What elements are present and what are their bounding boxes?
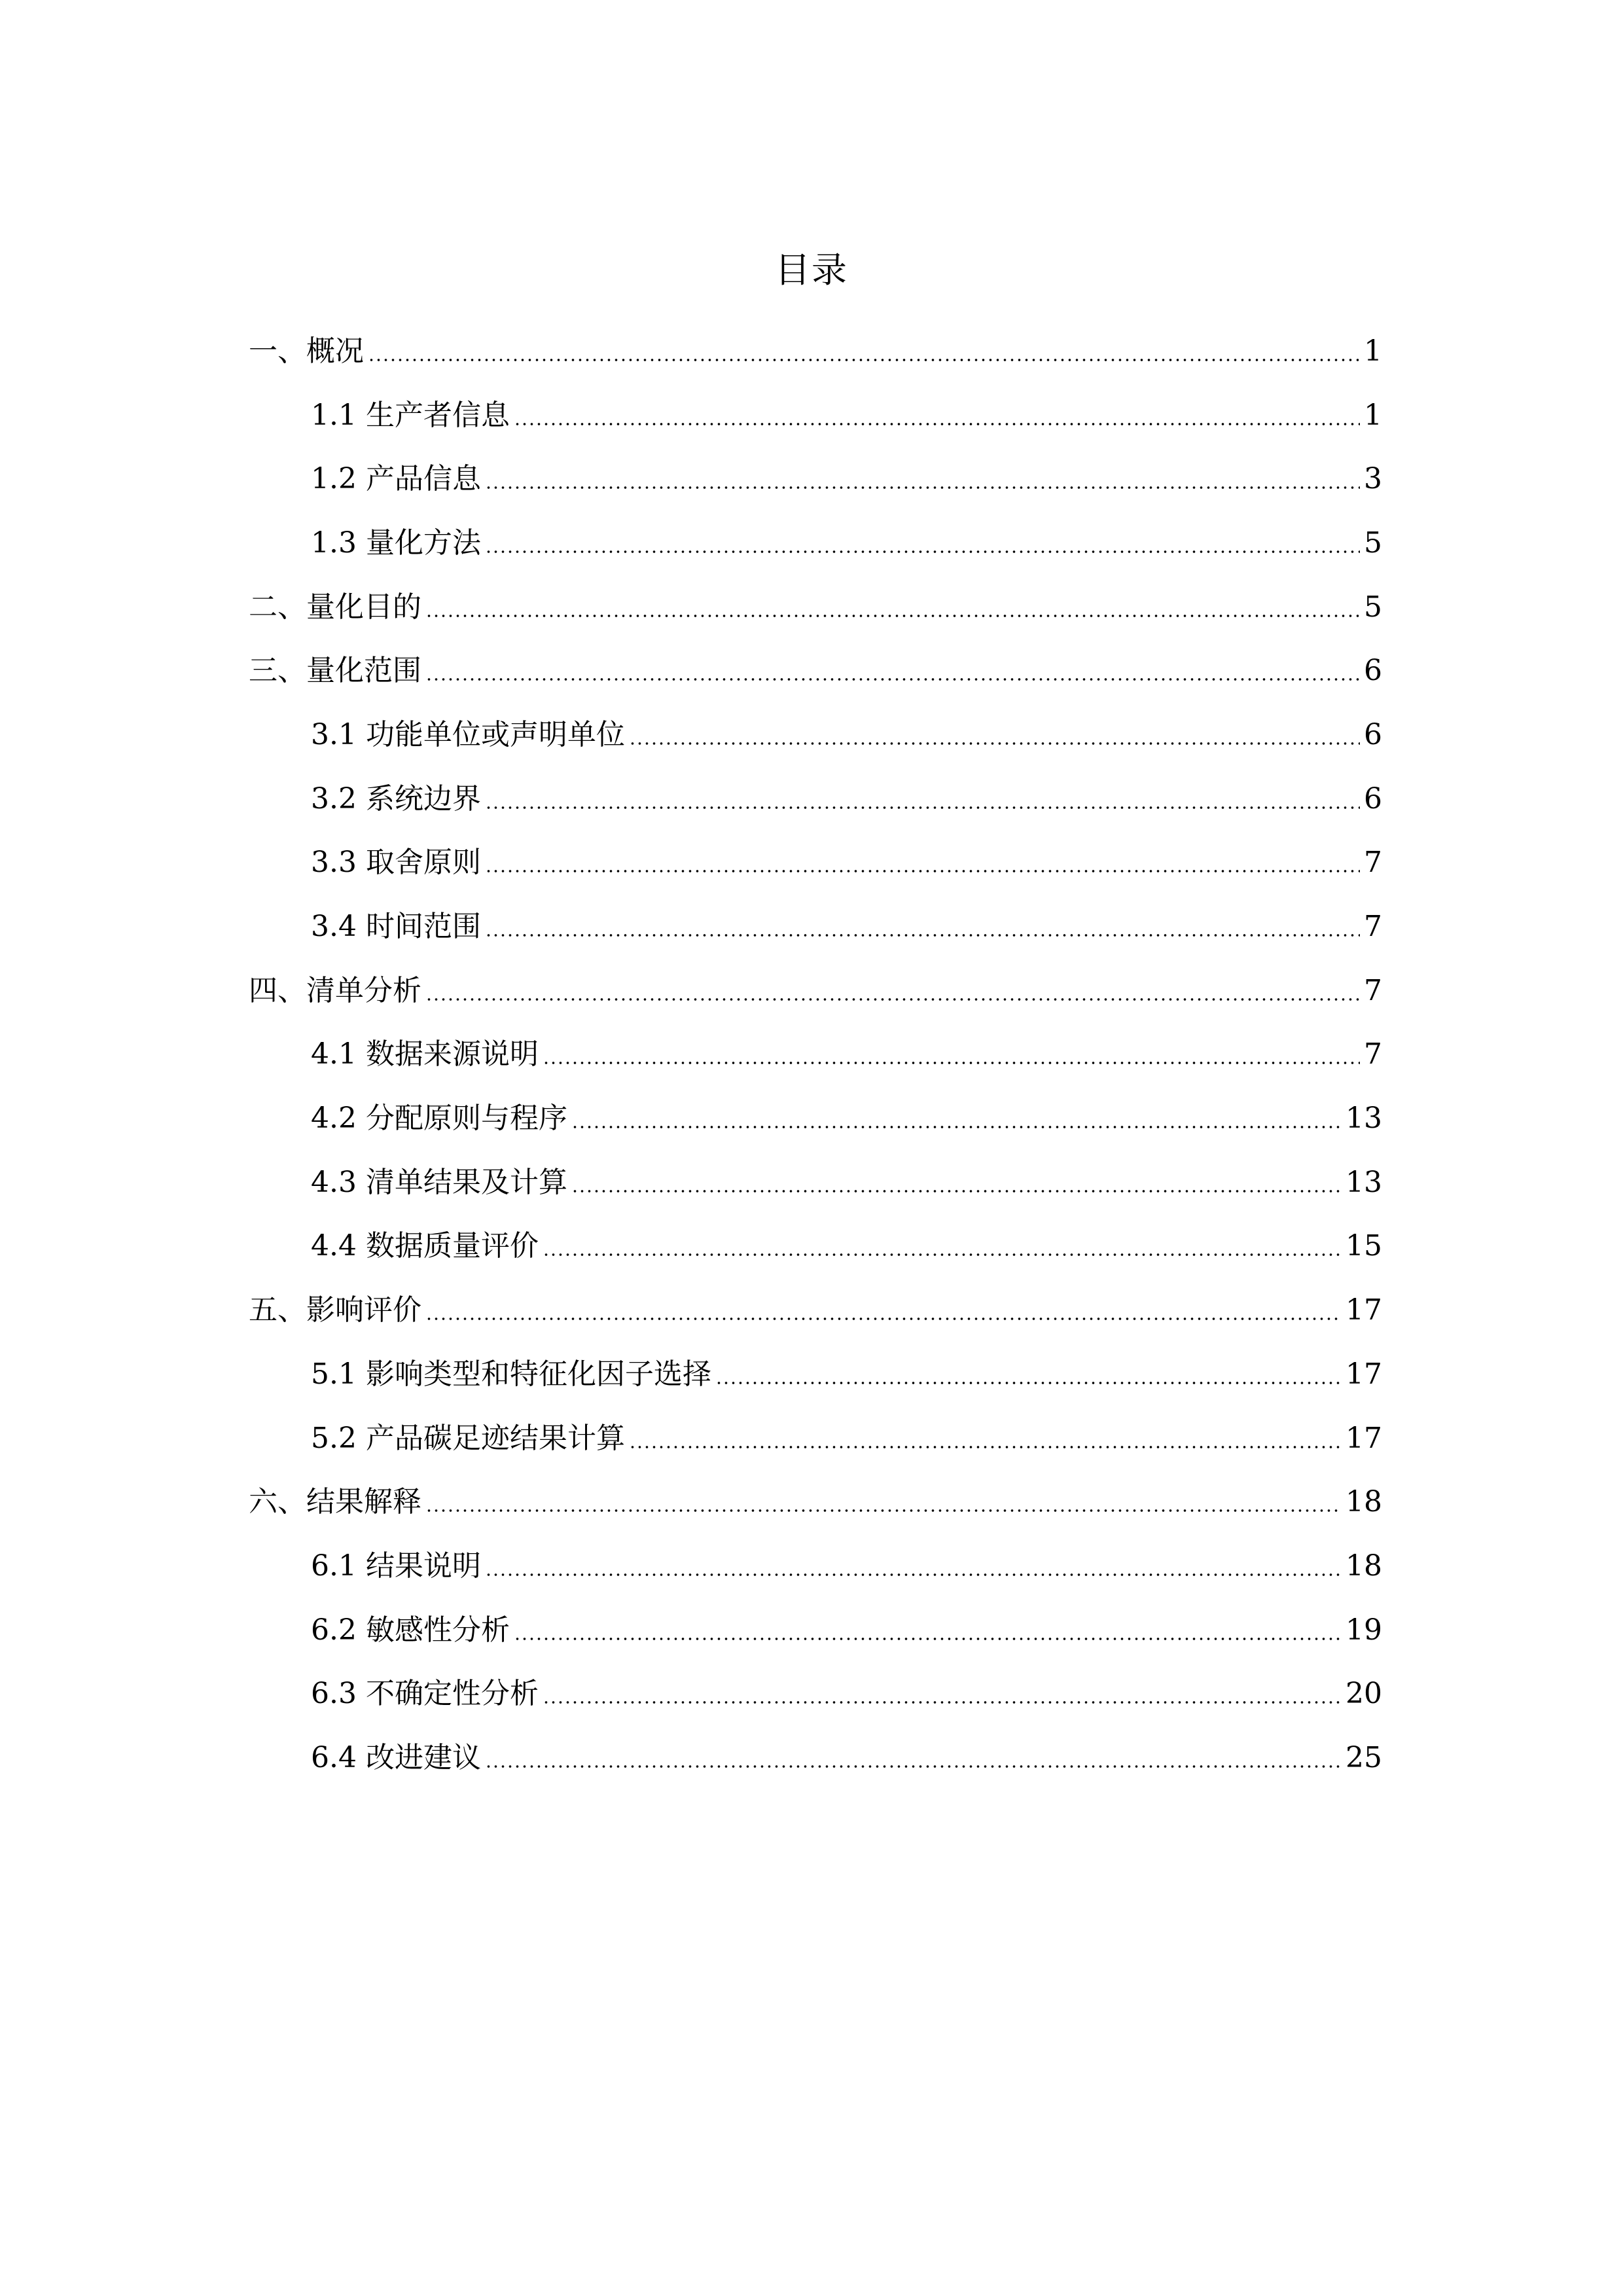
toc-dot-leader — [425, 677, 1360, 681]
toc-section-entry[interactable] — [249, 831, 1382, 895]
toc-section-entry[interactable] — [249, 1086, 1382, 1151]
toc-entry-page-number: 17 — [1346, 1293, 1382, 1327]
toc-chapter-entry[interactable] — [249, 1470, 1382, 1534]
toc-dot-leader — [485, 933, 1360, 937]
toc-dot-leader — [629, 742, 1360, 745]
toc-section-entry[interactable] — [249, 384, 1382, 448]
toc-dot-leader — [543, 1253, 1342, 1257]
toc-entry-page-number: 6 — [1364, 717, 1382, 751]
toc-dot-leader — [514, 1637, 1342, 1641]
toc-entry-page-number: 17 — [1346, 1421, 1382, 1455]
toc-entry-page-number: 7 — [1364, 846, 1382, 880]
toc-section-entry[interactable] — [249, 703, 1382, 767]
toc-entry-label: 4.4 数据质量评价 — [311, 1229, 539, 1263]
toc-entry-label: 4.2 分配原则与程序 — [311, 1102, 567, 1136]
toc-section-entry[interactable] — [249, 1023, 1382, 1087]
toc-entry-label: 三、量化范围 — [249, 654, 421, 688]
toc-dot-leader — [571, 1125, 1342, 1129]
toc-entry-page-number: 7 — [1364, 1037, 1382, 1071]
toc-entry-page-number: 7 — [1364, 910, 1382, 944]
toc-dot-leader — [485, 486, 1360, 490]
toc-entry-label: 1.1 生产者信息 — [311, 398, 510, 432]
toc-entry-page-number: 19 — [1346, 1613, 1382, 1647]
toc-dot-leader — [485, 869, 1360, 873]
toc-dot-leader — [425, 614, 1360, 618]
toc-section-entry[interactable] — [249, 1598, 1382, 1662]
toc-entry-label: 6.4 改进建议 — [311, 1740, 481, 1774]
toc-chapter-entry[interactable] — [249, 319, 1382, 384]
toc-entry-page-number: 5 — [1364, 590, 1382, 624]
toc-entry-page-number: 18 — [1346, 1485, 1382, 1519]
toc-entry-page-number: 3 — [1364, 462, 1382, 496]
toc-section-entry[interactable] — [249, 1342, 1382, 1407]
toc-entry-page-number: 20 — [1346, 1677, 1382, 1711]
toc-dot-leader — [425, 1509, 1342, 1513]
toc-entry-label: 二、量化目的 — [249, 590, 421, 624]
toc-dot-leader — [629, 1445, 1342, 1449]
toc-entry-label: 四、清单分析 — [249, 973, 421, 1007]
toc-dot-leader — [368, 358, 1360, 362]
toc-entry-label: 4.1 数据来源说明 — [311, 1037, 539, 1071]
toc-entry-page-number: 5 — [1364, 526, 1382, 560]
toc-entry-label: 3.3 取舍原则 — [311, 846, 481, 880]
toc-chapter-entry[interactable] — [249, 639, 1382, 703]
toc-section-entry[interactable] — [249, 447, 1382, 511]
toc-section-entry[interactable] — [249, 1726, 1382, 1790]
toc-section-entry[interactable] — [249, 767, 1382, 831]
toc-entry-label: 4.3 清单结果及计算 — [311, 1165, 567, 1199]
toc-entry-label: 六、结果解释 — [249, 1485, 421, 1519]
toc-dot-leader — [543, 1700, 1342, 1704]
toc-section-entry[interactable] — [249, 511, 1382, 575]
toc-section-entry[interactable] — [249, 1151, 1382, 1215]
page-title: 目录 — [775, 249, 848, 291]
toc-chapter-entry[interactable] — [249, 1278, 1382, 1342]
toc-chapter-entry[interactable] — [249, 959, 1382, 1023]
toc-dot-leader — [571, 1189, 1342, 1193]
toc-entry-label: 1.3 量化方法 — [311, 526, 481, 560]
toc-dot-leader — [485, 1765, 1342, 1768]
toc-entry-page-number: 17 — [1346, 1357, 1382, 1391]
toc-section-entry[interactable] — [249, 895, 1382, 959]
toc-section-entry[interactable] — [249, 1662, 1382, 1726]
toc-section-entry[interactable] — [249, 1215, 1382, 1279]
toc-dot-leader — [485, 1573, 1342, 1577]
toc-dot-leader — [715, 1381, 1342, 1385]
toc-entry-page-number: 1 — [1364, 398, 1382, 432]
toc-entry-page-number: 13 — [1346, 1165, 1382, 1199]
toc-section-entry[interactable] — [249, 1534, 1382, 1598]
toc-dot-leader — [514, 422, 1360, 426]
toc-entry-page-number: 1 — [1364, 334, 1382, 368]
toc-entry-page-number: 7 — [1364, 973, 1382, 1007]
toc-dot-leader — [485, 550, 1360, 554]
toc-entry-label: 5.1 影响类型和特征化因子选择 — [311, 1357, 711, 1391]
toc-dot-leader — [425, 1317, 1342, 1321]
toc-entry-label: 1.2 产品信息 — [311, 462, 481, 496]
toc-entry-label: 3.4 时间范围 — [311, 910, 481, 944]
toc-entry-page-number: 18 — [1346, 1549, 1382, 1583]
toc-entry-page-number: 25 — [1346, 1740, 1382, 1774]
toc-dot-leader — [485, 806, 1360, 810]
toc-entry-label: 3.2 系统边界 — [311, 781, 481, 816]
toc-dot-leader — [543, 1061, 1360, 1065]
toc-entry-page-number: 13 — [1346, 1102, 1382, 1136]
toc-entry-page-number: 6 — [1364, 654, 1382, 688]
toc-chapter-entry[interactable] — [249, 575, 1382, 639]
toc-entry-label: 五、影响评价 — [249, 1293, 421, 1327]
toc-entry-page-number: 15 — [1346, 1229, 1382, 1263]
table-of-contents — [249, 319, 1382, 1790]
toc-entry-label: 5.2 产品碳足迹结果计算 — [311, 1421, 625, 1455]
toc-entry-label: 6.3 不确定性分析 — [311, 1677, 539, 1711]
toc-entry-page-number: 6 — [1364, 781, 1382, 816]
toc-entry-label: 3.1 功能单位或声明单位 — [311, 717, 625, 751]
toc-entry-label: 6.2 敏感性分析 — [311, 1613, 510, 1647]
toc-entry-label: 6.1 结果说明 — [311, 1549, 481, 1583]
toc-entry-label: 一、概况 — [249, 334, 364, 368]
toc-section-entry[interactable] — [249, 1407, 1382, 1471]
toc-dot-leader — [425, 997, 1360, 1001]
